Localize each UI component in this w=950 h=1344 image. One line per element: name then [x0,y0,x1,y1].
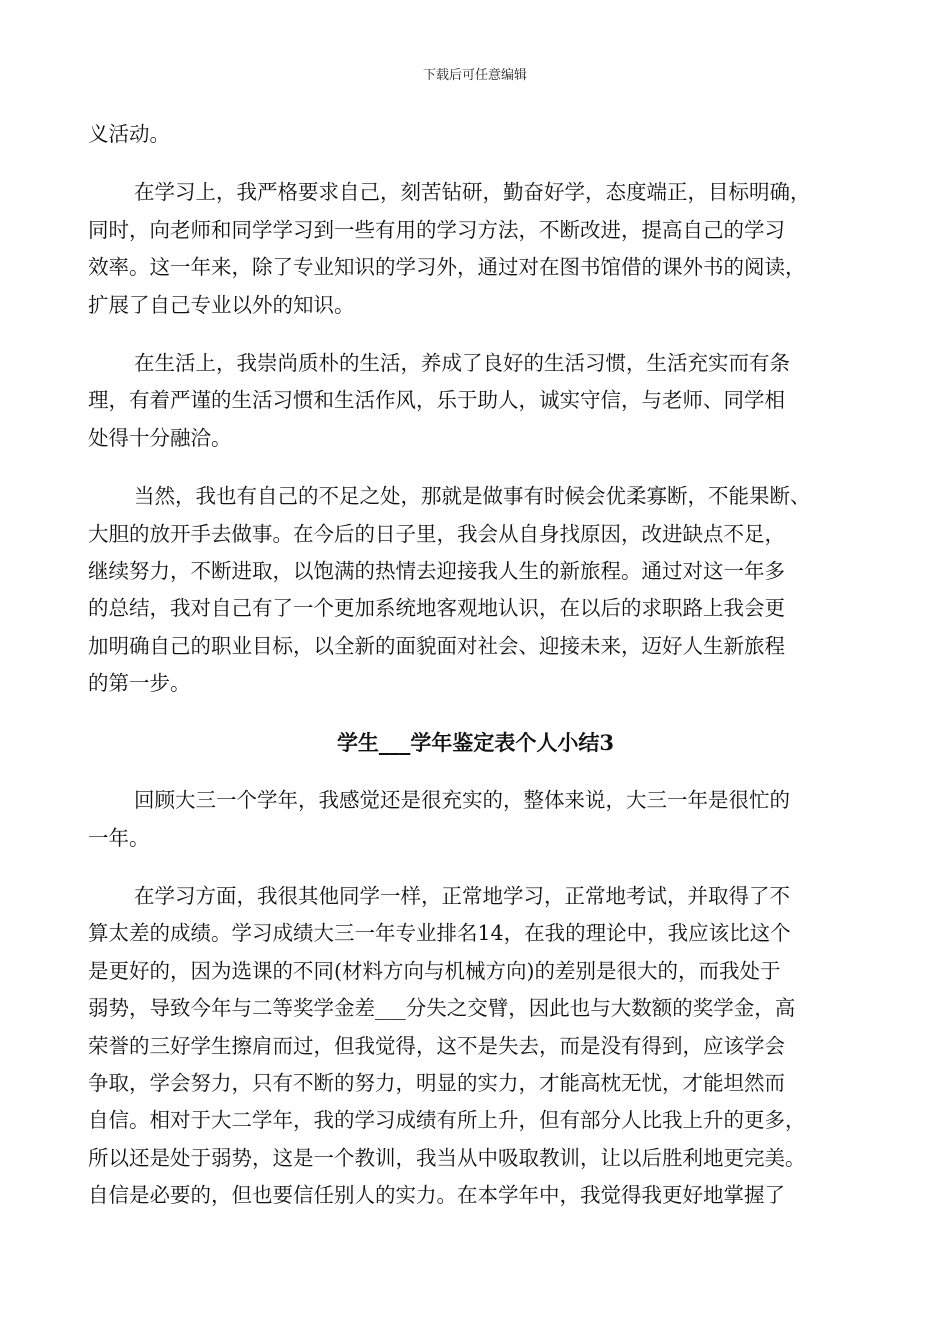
line-text: 的总结，我对自己有了一个更加系统地客观地认识，在以后的求职路上我会更 [88,596,785,621]
line-text: 处得十分融洽。 [88,425,232,450]
paragraph-line [88,915,863,952]
paragraph-line [88,420,863,457]
paragraph [88,478,863,702]
paragraph-line [88,478,863,515]
paragraph-line [88,1140,863,1177]
paragraph [88,174,863,324]
line-text: 自信是必要的，但也要信任别人的实力。在本学年中，我觉得我更好地掌握了 [88,1183,785,1208]
line-text: 所以还是处于弱势，这是一个教训，我当从中吸取教训，让以后胜利地更完美。 [88,1145,806,1170]
line-text: 算太差的成绩。学习成绩大三一年专业排名14，在我的理论中，我应该比这个 [88,921,791,946]
paragraph [88,782,863,857]
line-text: 在生活上，我崇尚质朴的生活，养成了良好的生活习惯，生活充实而有条 [134,351,790,376]
paragraph-line [88,878,863,915]
paragraph-line [88,345,863,382]
line-text: 同时，向老师和同学学习到一些有用的学习方法，不断改进，提高自己的学习 [88,217,785,242]
paragraph-line [88,287,863,324]
paragraph [88,345,863,457]
paragraph-line [88,782,863,819]
paragraph-line [88,516,863,553]
line-text: 效率。这一年来，除了专业知识的学习外，通过对在图书馆借的课外书的阅读， [88,255,806,280]
line-text: 在学习上，我严格要求自己，刻苦钻研，勤奋好学，态度端正，目标明确， [134,180,811,205]
paragraph-line [88,212,863,249]
line-text: 的第一步。 [88,671,191,696]
paragraph-line [88,1028,863,1065]
paragraph-line [88,1102,863,1139]
line-text: 荣誉的三好学生擦肩而过，但我觉得，这不是失去，而是没有得到，应该学会 [88,1033,785,1058]
paragraph-line [88,174,863,211]
line-text: 大胆的放开手去做事。在今后的日子里，我会从自身找原因，改进缺点不足， [88,521,785,546]
paragraph-line [88,1177,863,1214]
line-text: 是更好的，因为选课的不同(材料方向与机械方向)的差别是很大的，而我处于 [88,958,781,983]
document-body [88,116,863,1236]
line-text: 理，有着严谨的生活习惯和生活作风，乐于助人，诚实守信，与老师、同学相 [88,388,785,413]
paragraph [88,878,863,1215]
line-text: 义活动。 [88,122,170,146]
paragraphs-before-title [88,116,863,703]
paragraph-line [88,990,863,1027]
line-text: 当然，我也有自己的不足之处，那就是做事有时候会优柔寡断，不能果断、 [134,484,811,509]
paragraph-line [88,665,863,702]
line-text: 回顾大三一个学年，我感觉还是很充实的，整体来说，大三一年是很忙的 [134,788,790,813]
line-text: 争取，学会努力，只有不断的努力，明显的实力，才能高枕无忧，才能坦然而 [88,1070,785,1095]
paragraph-line [88,628,863,665]
page-header-note: 下载后可任意编辑 [422,68,527,83]
line-text: 继续努力，不断进取，以饱满的热情去迎接我人生的新旅程。通过对这一年多 [88,559,785,584]
paragraph-line [88,116,863,153]
paragraph-line [88,820,863,857]
paragraph-line [88,590,863,627]
line-text: 一年。 [88,825,150,850]
paragraph-line [88,249,863,286]
line-text: 加明确自己的职业目标，以全新的面貌面对社会、迎接未来，迈好人生新旅程 [88,633,785,658]
line-text: 在学习方面，我很其他同学一样，正常地学习，正常地考试，并取得了不 [134,883,790,908]
paragraphs-after-title [88,782,863,1214]
paragraph-line [88,382,863,419]
paragraph-line [88,953,863,990]
paragraph [88,116,863,153]
line-text: 扩展了自己专业以外的知识。 [88,292,355,317]
paragraph-line [88,1065,863,1102]
section-title: 学生___学年鉴定表个人小结3 [336,729,615,755]
paragraph-line [88,553,863,590]
line-text: 自信。相对于大二学年，我的学习成绩有所上升，但有部分人比我上升的更多， [88,1108,806,1133]
line-text: 弱势，导致今年与二等奖学金差___分失之交臂，因此也与大数额的奖学金，高 [88,996,796,1021]
